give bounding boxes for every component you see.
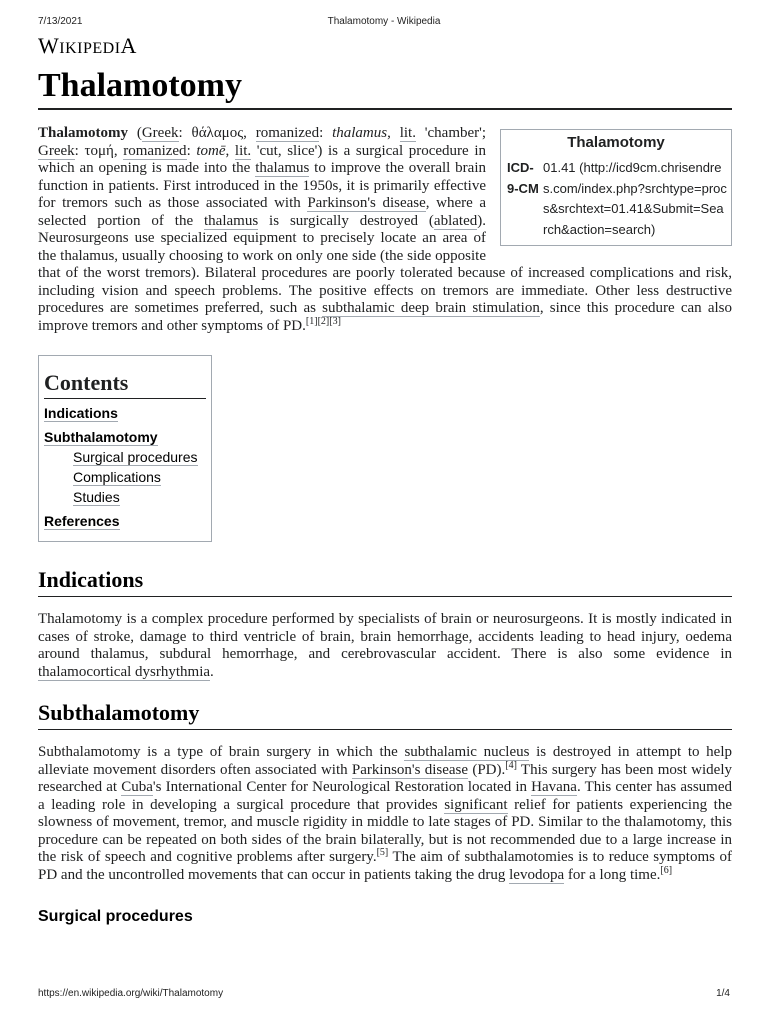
toc-link-studies[interactable]: Studies — [73, 489, 120, 505]
link-romanized[interactable]: romanized — [255, 125, 320, 141]
toc-link-complications[interactable]: Complications — [73, 469, 161, 485]
toc-link-references[interactable]: References — [44, 513, 120, 529]
subthalamotomy-text: for a long time. — [564, 866, 661, 883]
article-content — [38, 66, 732, 927]
toc-link-surgical-procedures[interactable]: Surgical procedures — [73, 449, 198, 465]
link-romanized-2[interactable]: romanized — [123, 142, 187, 159]
intro-italic-thalamus: thalamus — [332, 125, 388, 141]
citation-3[interactable]: [3] — [329, 315, 341, 327]
link-thalamocortical-dysrhythmia[interactable]: thalamocortical dysrhythmia — [38, 663, 211, 680]
infobox-label-icd9cm: ICD-9-CM — [507, 160, 539, 196]
subthalamotomy-text: Subthalamotomy is a type of brain surgery in which the — [38, 744, 405, 760]
toc-item-subthalamotomy — [44, 427, 206, 447]
toc-link-indications[interactable]: Indications — [44, 405, 118, 421]
link-thalamus-2[interactable]: thalamus — [204, 212, 259, 229]
heading-subthalamotomy: Subthalamotomy — [38, 699, 732, 730]
wordmark-middle: IKIPEDI — [59, 40, 121, 57]
link-parkinsons-disease[interactable]: Parkinson's disease — [307, 195, 426, 211]
intro-text: to improve the overall brain function in patients. First introduced in the 1950s, it is primarily effective for tremors such as those associated with — [38, 160, 486, 211]
infobox — [500, 129, 732, 246]
infobox-value-icd9cm-link[interactable]: 01.41 (http://icd9cm.chrisendres.com/index.php?srchtype=procs&srchtext=01.41&Submit=Search&action=search) — [543, 160, 727, 237]
link-lit-2[interactable]: lit. — [234, 142, 252, 159]
link-ablated[interactable]: ablated — [433, 212, 478, 229]
print-date: 7/13/2021 — [38, 16, 83, 27]
intro-text: ). Neurosurgeons use specialized equipment to precisely locate an area of the thalamus, usually choosing to work on only one side (the side opposite that of the worst tremors). Bilateral procedures are poorly tolerated because of increased complications and risk, including vision and speech problems. The positive effects on tremors are immediate. Other less destructive procedures are sometimes preferred, such as — [38, 212, 732, 316]
intro-bold-term: Thalamotomy — [38, 125, 128, 141]
link-thalamus[interactable]: thalamus — [255, 160, 310, 176]
toc-item-surgical-procedures — [44, 447, 206, 467]
table-of-contents — [38, 355, 212, 542]
intro-text: , — [225, 142, 235, 159]
article-intro — [38, 125, 732, 335]
link-cuba[interactable]: Cuba — [121, 779, 153, 795]
article-title: Thalamotomy — [38, 66, 732, 110]
citation-2[interactable]: [2] — [317, 315, 330, 327]
link-greek-2[interactable]: Greek — [38, 142, 75, 159]
intro-text: 'chamber'; — [415, 125, 487, 141]
toc-item-references — [44, 511, 206, 531]
link-subthalamic-dbs[interactable]: subthalamic deep brain stimulation — [322, 300, 540, 316]
heading-indications: Indications — [38, 566, 732, 597]
toc-item-complications — [44, 467, 206, 487]
citation-6[interactable]: [6] — [660, 864, 673, 876]
intro-text: : — [186, 142, 197, 159]
intro-text: , — [387, 125, 400, 141]
indications-text: Thalamotomy is a complex procedure performed by specialists of brain or neurosurgeons. It is mostly indicated in cases of stroke, damage to third ventricle of brain, brain hemorrhage, accidents leading to head injury, oedema around thalamus, subdural hemorrhage, and cerebrovascular accident. There is also some evidence in — [38, 611, 732, 662]
link-greek[interactable]: Greek — [141, 125, 179, 141]
subthalamotomy-text: This surgery has been most widely researched at — [38, 761, 733, 795]
print-url: https://en.wikipedia.org/wiki/Thalamotomy — [38, 988, 224, 999]
toc-link-subthalamotomy[interactable]: Subthalamotomy — [44, 429, 158, 445]
link-subthalamic-nucleus[interactable]: subthalamic nucleus — [404, 744, 530, 760]
print-page-title: Thalamotomy - Wikipedia — [327, 16, 441, 27]
link-levodopa[interactable]: levodopa — [509, 866, 565, 883]
link-significant[interactable]: significant — [444, 796, 508, 813]
subthalamotomy-paragraph — [38, 744, 732, 884]
intro-italic-tome: tomē — [196, 142, 226, 159]
intro-text: , where a selected portion of the — [38, 195, 486, 229]
subthalamotomy-text: The aim of subthalamotomies is to reduce symptoms of PD and the uncontrolled movements that can occur in patients taking the drug — [38, 849, 732, 883]
intro-text: : τομή, — [74, 142, 124, 159]
infobox-row — [505, 158, 727, 240]
toc-title: Contents — [44, 370, 206, 399]
subthalamotomy-text: (PD). — [468, 761, 506, 778]
print-header — [38, 16, 730, 30]
intro-text: is surgically destroyed ( — [258, 212, 434, 229]
link-lit[interactable]: lit. — [399, 125, 416, 141]
toc-item-studies — [44, 487, 206, 507]
intro-text: : θάλαμος, — [178, 125, 256, 141]
citation-5[interactable]: [5] — [376, 847, 389, 858]
link-parkinsons-disease-2[interactable]: Parkinson's disease — [351, 761, 469, 778]
intro-text: , since this procedure can also improve tremors and other symptoms of PD. — [38, 300, 732, 334]
subthalamotomy-text: 's International Center for Neurological Restoration located in — [152, 779, 532, 795]
print-page-number: 1/4 — [716, 988, 730, 999]
intro-text: ( — [128, 125, 142, 141]
wordmark-last-letter: A — [120, 33, 137, 58]
toc-item-indications — [44, 403, 206, 423]
wikipedia-wordmark[interactable] — [38, 33, 137, 59]
link-havana[interactable]: Havana — [531, 779, 577, 795]
print-footer — [38, 988, 730, 1002]
subthalamotomy-text: . This center has assumed a leading role in developing a surgical procedure that provides — [38, 779, 732, 813]
indications-text: . — [210, 663, 214, 680]
citation-4[interactable]: [4] — [505, 759, 517, 771]
heading-surgical-procedures: Surgical procedures — [38, 908, 193, 925]
intro-text: : — [319, 125, 333, 141]
indications-paragraph — [38, 611, 732, 681]
subthalamotomy-text: relief for patients experiencing the slowness of movement, tremor, and muscle rigidity in middle to late stages of PD. Similar to the thalamotomy, this procedure can be repeated on both sides of the brain bilaterally, but is not recommended due to a large increase in the risk of speech and cognitive problems after surgery. — [38, 796, 732, 865]
intro-text: 'cut, slice') is a surgical procedure in which an opening is made into the — [38, 142, 487, 176]
wordmark-first-letter: W — [38, 33, 60, 58]
citation-1[interactable]: [1] — [305, 315, 318, 327]
infobox-title: Thalamotomy — [567, 134, 665, 151]
subthalamotomy-text: is destroyed in attempt to help alleviate movement disorders often associated with — [38, 744, 732, 778]
